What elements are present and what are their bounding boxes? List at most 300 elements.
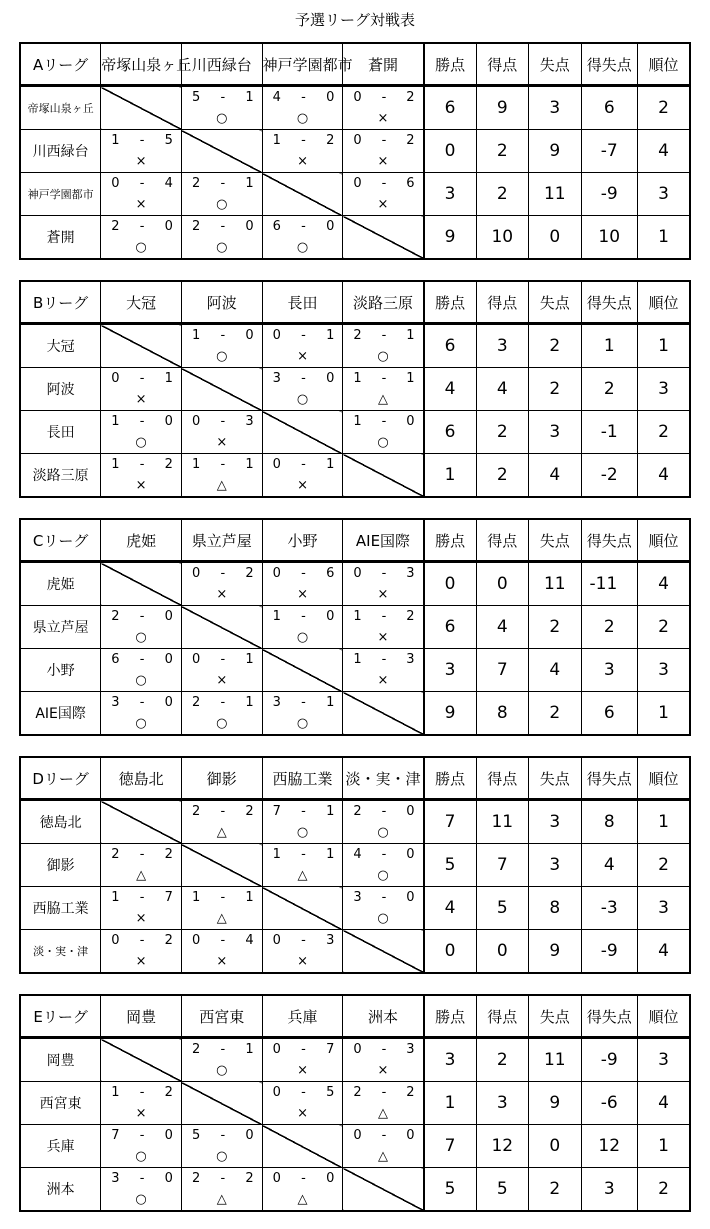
result-mark: ○ — [377, 868, 389, 883]
match-cell — [262, 800, 343, 844]
score-against: 1 — [406, 371, 415, 386]
team-name: 御影 — [20, 844, 101, 887]
self-match-cell — [262, 1125, 343, 1168]
match-cell — [101, 1168, 182, 1212]
match-cell — [101, 692, 182, 736]
stat-header: 得失点 — [581, 757, 638, 800]
stat-header: 得点 — [476, 757, 528, 800]
score-dash: - — [220, 804, 226, 819]
points-cell: 3 — [424, 1038, 476, 1082]
score-dash: - — [301, 847, 306, 862]
score-against: 0 — [406, 1128, 415, 1143]
points-cell: 5 — [424, 1168, 476, 1212]
goal-difference-cell: 2 — [581, 606, 638, 649]
match-cell — [181, 216, 262, 260]
points-cell: 7 — [424, 1125, 476, 1168]
score-against: 2 — [245, 1171, 254, 1186]
score-for: 2 — [353, 328, 362, 343]
match-cell — [343, 130, 424, 173]
result-mark: ○ — [135, 1149, 147, 1164]
score-dash: - — [381, 1042, 387, 1057]
match-score — [263, 847, 343, 862]
result-mark: × — [135, 478, 147, 493]
team-name: 虎姫 — [20, 562, 101, 606]
stat-header: 得失点 — [581, 519, 638, 562]
goal-difference-cell: 8 — [581, 800, 638, 844]
score-dash: - — [139, 1085, 145, 1100]
result-mark: × — [297, 954, 308, 969]
result-mark: × — [135, 1106, 147, 1121]
match-score — [263, 804, 343, 819]
self-match-cell — [343, 1168, 424, 1212]
page-title: 予選リーグ対戦表 — [294, 11, 415, 29]
match-cell — [181, 1168, 262, 1212]
rank-cell: 1 — [638, 216, 691, 260]
result-mark: × — [377, 630, 389, 645]
goal-difference-cell: -9 — [581, 173, 638, 216]
goals-for-cell: 0 — [476, 930, 528, 974]
goals-against-cell: 11 — [529, 173, 581, 216]
goal-difference-cell: -3 — [581, 887, 638, 930]
team-header: 神戸学園都市 — [262, 43, 343, 86]
result-mark: ○ — [135, 1192, 147, 1207]
match-cell — [262, 368, 343, 411]
match-cell — [181, 324, 262, 368]
goals-for-cell: 2 — [476, 173, 528, 216]
score-dash: - — [301, 90, 306, 105]
match-cell — [343, 368, 424, 411]
goal-difference-cell: 4 — [581, 844, 638, 887]
rank-cell: 3 — [638, 368, 691, 411]
match-cell — [262, 130, 343, 173]
match-cell — [262, 454, 343, 498]
score-for: 0 — [111, 371, 120, 386]
rank-cell: 1 — [638, 1125, 691, 1168]
score-against: 2 — [326, 133, 335, 148]
score-dash: - — [381, 90, 387, 105]
table-row — [20, 562, 690, 606]
goals-against-cell: 0 — [529, 216, 581, 260]
score-for: 6 — [111, 652, 120, 667]
score-dash: - — [381, 1085, 387, 1100]
score-for: 2 — [191, 695, 201, 710]
score-against: 3 — [406, 1042, 415, 1057]
score-against: 6 — [406, 176, 415, 191]
team-header: 徳島北 — [101, 757, 182, 800]
result-mark: ○ — [135, 630, 147, 645]
stat-header: 得点 — [476, 995, 528, 1038]
score-for: 1 — [191, 890, 201, 905]
score-for: 1 — [353, 414, 362, 429]
team-header: 西宮東 — [181, 995, 262, 1038]
match-score — [263, 695, 343, 710]
goals-against-cell: 2 — [529, 692, 581, 736]
match-score — [101, 1128, 181, 1143]
match-cell — [343, 173, 424, 216]
result-mark: ○ — [296, 111, 309, 126]
match-score — [101, 933, 181, 948]
result-mark: × — [377, 587, 389, 602]
table-row — [20, 411, 690, 454]
points-cell: 0 — [424, 562, 476, 606]
goals-for-cell: 3 — [476, 1082, 528, 1125]
self-match-cell — [181, 368, 262, 411]
score-dash: - — [139, 652, 145, 667]
match-score — [182, 566, 262, 581]
self-match-cell — [262, 649, 343, 692]
result-mark: × — [377, 673, 389, 688]
match-score — [101, 695, 181, 710]
score-for: 1 — [272, 847, 281, 862]
score-for: 1 — [353, 371, 362, 386]
goals-for-cell: 3 — [476, 324, 528, 368]
team-header: 淡路三原 — [343, 281, 424, 324]
stat-header: 得点 — [476, 281, 528, 324]
self-match-cell — [343, 454, 424, 498]
goal-difference-cell: 1 — [581, 324, 638, 368]
score-dash: - — [301, 328, 306, 343]
result-mark: ○ — [296, 630, 309, 645]
points-cell: 3 — [424, 173, 476, 216]
score-against: 1 — [406, 328, 415, 343]
team-header: 御影 — [181, 757, 262, 800]
rank-cell: 3 — [638, 649, 691, 692]
goals-against-cell: 9 — [529, 930, 581, 974]
goal-difference-cell: -2 — [581, 454, 638, 498]
self-match-cell — [343, 216, 424, 260]
goal-difference-cell: 3 — [581, 649, 638, 692]
match-score — [343, 133, 422, 148]
team-header: 帝塚山泉ヶ丘 — [101, 43, 182, 86]
goals-against-cell: 8 — [529, 887, 581, 930]
goals-against-cell: 4 — [529, 454, 581, 498]
match-cell — [181, 1038, 262, 1082]
score-dash: - — [139, 414, 145, 429]
score-against: 1 — [245, 90, 254, 105]
score-for: 6 — [272, 219, 281, 234]
score-for: 1 — [111, 414, 120, 429]
score-for: 7 — [272, 804, 281, 819]
match-cell — [343, 86, 424, 130]
score-dash: - — [301, 1171, 306, 1186]
score-against: 1 — [245, 652, 254, 667]
goals-against-cell: 9 — [529, 1082, 581, 1125]
result-mark: ○ — [296, 825, 309, 840]
team-name: 岡豊 — [20, 1038, 101, 1082]
match-cell — [181, 86, 262, 130]
match-score — [263, 609, 343, 624]
goal-difference-cell: -7 — [581, 130, 638, 173]
score-against: 0 — [406, 804, 415, 819]
score-dash: - — [139, 695, 145, 710]
score-for: 2 — [111, 847, 120, 862]
result-mark: ○ — [216, 1149, 228, 1164]
score-dash: - — [220, 90, 226, 105]
score-for: 0 — [111, 933, 120, 948]
result-mark: ○ — [296, 240, 309, 255]
match-cell — [343, 1082, 424, 1125]
goals-against-cell: 3 — [529, 411, 581, 454]
self-match-cell — [181, 844, 262, 887]
score-for: 1 — [272, 133, 281, 148]
team-header: 長田 — [262, 281, 343, 324]
match-score — [182, 176, 262, 191]
stat-header: 失点 — [529, 519, 581, 562]
score-dash: - — [139, 847, 145, 862]
score-dash: - — [301, 457, 306, 472]
match-cell — [181, 930, 262, 974]
rank-cell: 2 — [638, 86, 691, 130]
score-against: 2 — [406, 1085, 415, 1100]
team-header: 蒼開 — [343, 43, 424, 86]
score-dash: - — [301, 1042, 306, 1057]
table-row — [20, 173, 690, 216]
score-for: 0 — [272, 1042, 281, 1057]
points-cell: 5 — [424, 844, 476, 887]
team-name: 蒼開 — [20, 216, 101, 260]
score-dash: - — [139, 219, 145, 234]
team-header: 県立芦屋 — [181, 519, 262, 562]
team-name: 淡・実・津 — [20, 930, 101, 974]
match-cell — [101, 411, 182, 454]
result-mark: △ — [216, 478, 227, 493]
result-mark: × — [297, 154, 308, 169]
score-for: 1 — [111, 457, 120, 472]
match-cell — [262, 692, 343, 736]
league-name: Bリーグ — [20, 281, 101, 324]
match-cell — [262, 1038, 343, 1082]
stat-header: 失点 — [529, 757, 581, 800]
score-for: 1 — [191, 328, 201, 343]
score-for: 2 — [191, 804, 201, 819]
match-score — [263, 933, 343, 948]
result-mark: ○ — [216, 197, 228, 212]
result-mark: ○ — [216, 716, 228, 731]
points-cell: 9 — [424, 692, 476, 736]
score-against: 2 — [406, 609, 415, 624]
score-against: 0 — [406, 890, 415, 905]
match-score — [101, 1085, 181, 1100]
result-mark: ○ — [296, 716, 309, 731]
match-score — [343, 1085, 422, 1100]
match-score — [101, 219, 181, 234]
score-dash: - — [381, 176, 387, 191]
match-cell — [262, 930, 343, 974]
result-mark: △ — [377, 392, 388, 407]
score-against: 3 — [326, 933, 335, 948]
team-header: 西脇工業 — [262, 757, 343, 800]
match-score — [343, 1128, 422, 1143]
table-row — [20, 606, 690, 649]
goals-for-cell: 8 — [476, 692, 528, 736]
stat-header: 勝点 — [424, 995, 476, 1038]
score-for: 0 — [272, 328, 281, 343]
match-cell — [181, 1125, 262, 1168]
table-row — [20, 86, 690, 130]
score-for: 0 — [191, 933, 201, 948]
score-dash: - — [301, 804, 306, 819]
match-cell — [101, 606, 182, 649]
match-score — [182, 457, 262, 472]
table-row — [20, 800, 690, 844]
match-score — [101, 176, 181, 191]
points-cell: 4 — [424, 368, 476, 411]
score-dash: - — [381, 1128, 387, 1143]
team-header: 兵庫 — [262, 995, 343, 1038]
table-row — [20, 368, 690, 411]
table-row — [20, 649, 690, 692]
match-score — [101, 1171, 181, 1186]
match-score — [101, 609, 181, 624]
team-name: AIE国際 — [20, 692, 101, 736]
goals-against-cell: 3 — [529, 800, 581, 844]
score-dash: - — [381, 371, 387, 386]
points-cell: 3 — [424, 649, 476, 692]
team-header: 虎姫 — [101, 519, 182, 562]
match-cell — [262, 606, 343, 649]
score-dash: - — [139, 133, 145, 148]
stat-header: 勝点 — [424, 43, 476, 86]
match-score — [182, 1042, 262, 1057]
goals-for-cell: 7 — [476, 844, 528, 887]
score-against: 0 — [326, 1171, 335, 1186]
match-score — [343, 414, 422, 429]
table-row — [20, 1125, 690, 1168]
stat-header: 勝点 — [424, 281, 476, 324]
score-for: 0 — [353, 90, 362, 105]
match-score — [182, 1171, 262, 1186]
score-dash: - — [220, 457, 226, 472]
rank-cell: 4 — [638, 562, 691, 606]
table-row — [20, 887, 690, 930]
score-dash: - — [220, 1042, 226, 1057]
match-score — [343, 652, 422, 667]
score-against: 1 — [245, 1042, 254, 1057]
score-against: 2 — [164, 847, 173, 862]
score-against: 1 — [245, 176, 254, 191]
score-for: 5 — [191, 1128, 201, 1143]
match-score — [182, 328, 262, 343]
result-mark: × — [216, 587, 228, 602]
self-match-cell — [262, 887, 343, 930]
score-dash: - — [381, 847, 387, 862]
team-header: 淡・実・津 — [343, 757, 424, 800]
score-dash: - — [381, 804, 387, 819]
points-cell: 6 — [424, 606, 476, 649]
score-for: 0 — [111, 176, 120, 191]
match-cell — [181, 887, 262, 930]
score-against: 2 — [164, 933, 173, 948]
score-dash: - — [220, 566, 226, 581]
score-for: 3 — [272, 695, 281, 710]
goals-against-cell: 2 — [529, 368, 581, 411]
result-mark: △ — [297, 868, 308, 883]
points-cell: 6 — [424, 324, 476, 368]
score-against: 3 — [406, 566, 415, 581]
match-cell — [101, 844, 182, 887]
league-name: Eリーグ — [20, 995, 101, 1038]
score-for: 0 — [272, 933, 281, 948]
score-against: 4 — [164, 176, 173, 191]
stat-header: 得失点 — [581, 281, 638, 324]
match-cell — [343, 844, 424, 887]
self-match-cell — [343, 930, 424, 974]
match-score — [101, 890, 181, 905]
result-mark: × — [297, 1063, 308, 1078]
stat-header: 得点 — [476, 43, 528, 86]
match-score — [263, 328, 343, 343]
score-for: 1 — [353, 652, 362, 667]
goals-for-cell: 2 — [476, 130, 528, 173]
score-against: 4 — [245, 933, 254, 948]
rank-cell: 1 — [638, 692, 691, 736]
stat-header: 順位 — [638, 519, 691, 562]
score-dash: - — [301, 695, 306, 710]
stat-header: 勝点 — [424, 519, 476, 562]
score-dash: - — [301, 371, 306, 386]
match-score — [101, 652, 181, 667]
score-dash: - — [220, 890, 226, 905]
score-for: 2 — [111, 609, 120, 624]
points-cell: 1 — [424, 454, 476, 498]
score-against: 1 — [326, 695, 335, 710]
match-cell — [181, 649, 262, 692]
result-mark: ○ — [377, 349, 389, 364]
goal-difference-cell: 6 — [581, 86, 638, 130]
score-dash: - — [220, 1171, 226, 1186]
points-cell: 1 — [424, 1082, 476, 1125]
self-match-cell — [101, 86, 182, 130]
match-cell — [181, 173, 262, 216]
score-for: 7 — [111, 1128, 120, 1143]
score-against: 0 — [326, 90, 335, 105]
match-score — [263, 90, 343, 105]
result-mark: △ — [297, 1192, 308, 1207]
score-against: 1 — [245, 695, 254, 710]
match-score — [101, 133, 181, 148]
score-dash: - — [220, 219, 226, 234]
goal-difference-cell: 6 — [581, 692, 638, 736]
stat-header: 得点 — [476, 519, 528, 562]
result-mark: ○ — [216, 111, 228, 126]
score-against: 0 — [245, 1128, 254, 1143]
team-name: 西脇工業 — [20, 887, 101, 930]
match-cell — [101, 368, 182, 411]
match-score — [101, 847, 181, 862]
goal-difference-cell: -6 — [581, 1082, 638, 1125]
score-dash: - — [381, 609, 387, 624]
score-dash: - — [220, 176, 226, 191]
self-match-cell — [181, 130, 262, 173]
goal-difference-cell: -11 — [581, 562, 638, 606]
match-score — [343, 371, 422, 386]
result-mark: △ — [136, 868, 147, 883]
score-against: 0 — [245, 328, 254, 343]
result-mark: △ — [216, 1192, 227, 1207]
score-for: 1 — [111, 133, 120, 148]
points-cell: 9 — [424, 216, 476, 260]
score-against: 2 — [245, 804, 254, 819]
result-mark: ○ — [216, 240, 228, 255]
match-cell — [101, 649, 182, 692]
score-against: 1 — [245, 457, 254, 472]
match-cell — [343, 887, 424, 930]
score-against: 0 — [245, 219, 254, 234]
score-against: 0 — [164, 652, 173, 667]
score-against: 1 — [326, 804, 335, 819]
goals-for-cell: 2 — [476, 411, 528, 454]
rank-cell: 4 — [638, 930, 691, 974]
